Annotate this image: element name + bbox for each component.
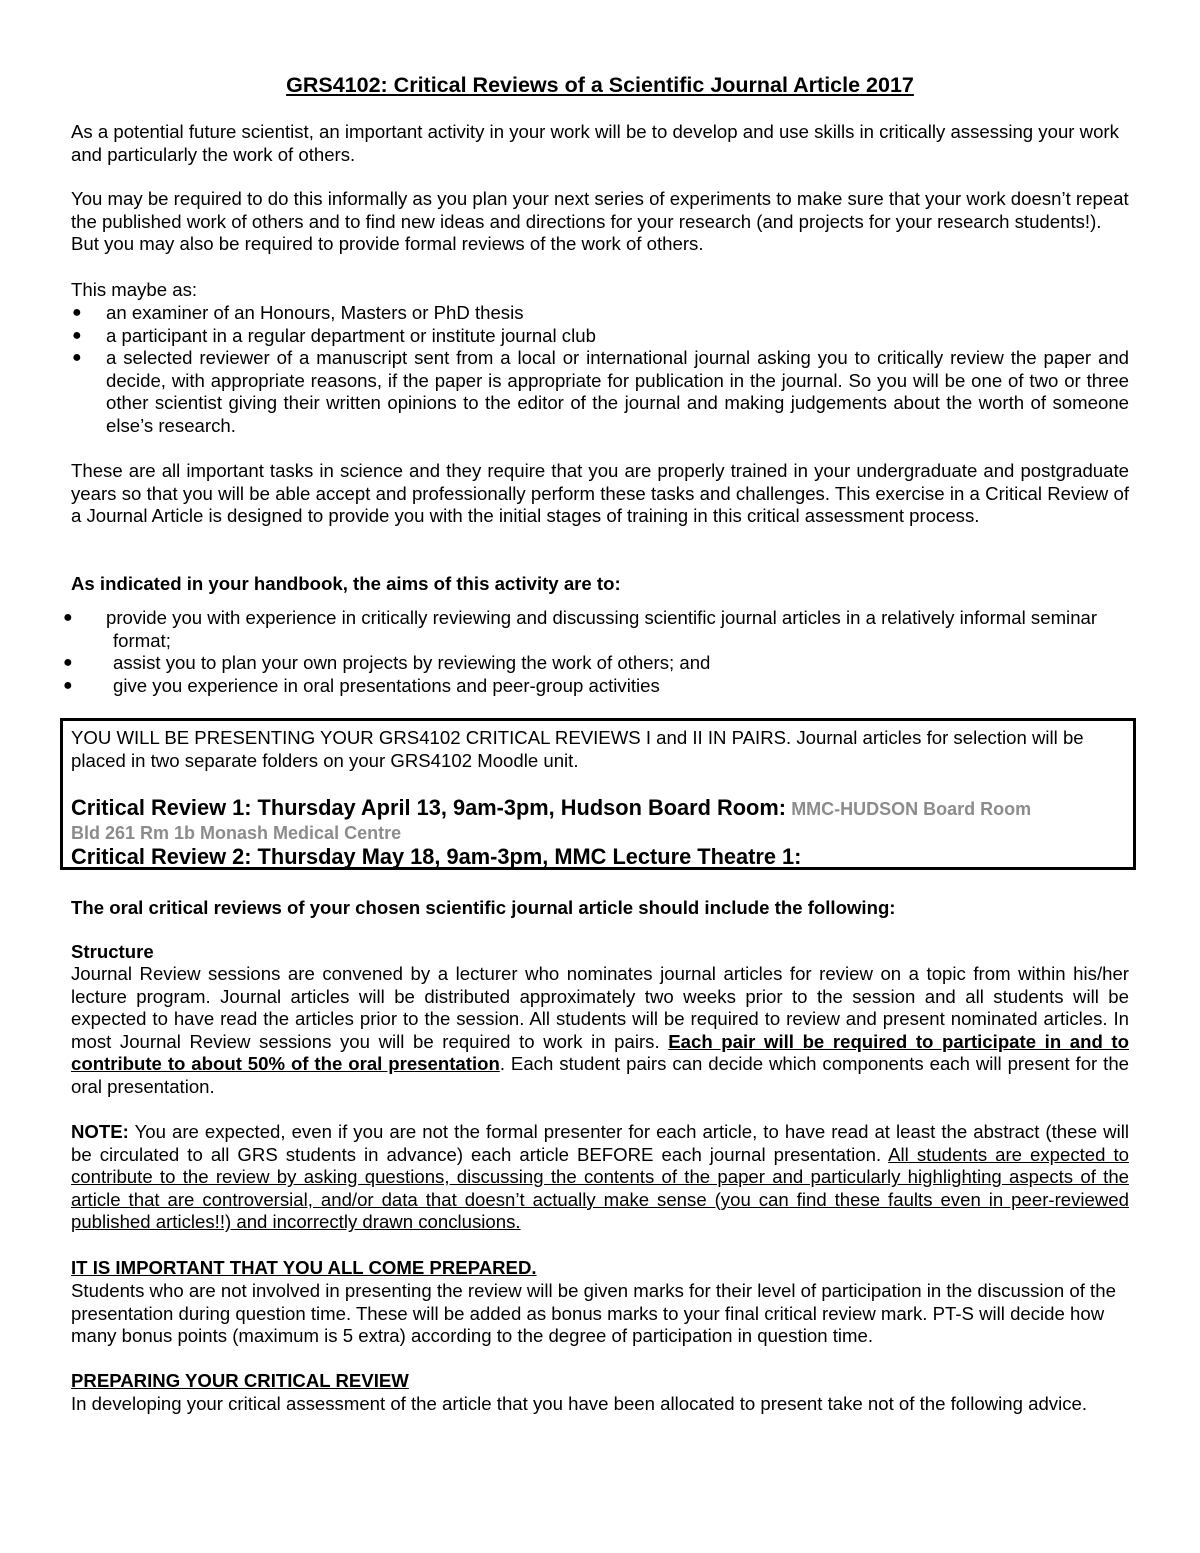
preparing-paragraph: In developing your critical assessment of the article that you have been allocated to present take not of the following advice. bbox=[71, 1393, 1088, 1414]
note-label: NOTE: bbox=[71, 1121, 129, 1142]
list-item: ● assist you to plan your own projects by reviewing the work of others; and bbox=[63, 652, 711, 674]
structure-heading: Structure bbox=[71, 941, 154, 962]
presentation-notice-box bbox=[60, 718, 1136, 870]
intro-paragraph-1: As a potential future scientist, an important activity in your work will be to develop and use skills in critically assessing your work and particularly the work of others. bbox=[71, 121, 1119, 165]
list-item: ● an examiner of an Honours, Masters or PhD thesis bbox=[72, 302, 524, 323]
review-1-line bbox=[71, 795, 1133, 821]
bullet-icon: ● bbox=[63, 676, 73, 694]
tasks-paragraph: These are all important tasks in science and they require that you are properly trained in your undergraduate and postgraduate years so that you will be able accept and professionally perform these tasks and challenges. This exercise in a Critical Review of a Journal Article is designed to provide you with the initial stages of training in this critical assessment process. bbox=[71, 460, 1129, 527]
list-item: ● a selected reviewer of a manuscript sent from a local or international journal asking you to critically review the paper and decide, with appropriate reasons, if the paper is appropriate for publication in the journal. So you will be one of two or three other scientist giving their written opinions to the editor of the journal and making judgements about the worth of someone else’s research. bbox=[72, 347, 1129, 436]
bullet-icon: ● bbox=[72, 326, 82, 344]
list-item: ● a participant in a regular department or institute journal club bbox=[72, 324, 596, 346]
page-title: GRS4102: Critical Reviews of a Scientific Journal Article 2017 bbox=[286, 73, 914, 97]
bullet-icon: ● bbox=[63, 654, 73, 672]
review-2-heading: Critical Review 2: Thursday May 18, 9am-3pm, MMC Lecture Theatre 1: bbox=[71, 844, 802, 869]
intro-paragraph-2: You may be required to do this informally as you plan your next series of experiments to make sure that your work doesn’t repeat the published work of others and to find new ideas and directions for your research (and projects for your research students!). But you may also be required to provide formal reviews of the work of others. bbox=[71, 188, 1129, 255]
bullet-icon: ● bbox=[63, 609, 73, 626]
notice-text: YOU WILL BE PRESENTING YOUR GRS4102 CRITICAL REVIEWS I and II IN PAIRS. Journal articles for selection will be placed in two separate folders on your GRS4102 Moodle unit. bbox=[71, 727, 1084, 771]
oral-reviews-heading: The oral critical reviews of your chosen scientific journal article should include the following: bbox=[71, 897, 896, 918]
aims-heading: As indicated in your handbook, the aims of this activity are to: bbox=[71, 573, 621, 594]
review-1-location: MMC-HUDSON Board Room bbox=[791, 799, 1032, 819]
preparing-heading: PREPARING YOUR CRITICAL REVIEW bbox=[71, 1370, 409, 1391]
important-heading: IT IS IMPORTANT THAT YOU ALL COME PREPARED. bbox=[71, 1257, 537, 1278]
note-underlined: All students are expected to contribute to the review by asking questions, discussing the contents of the paper and particularly highlighting aspects of the article that are controversial, and/or data that doesn’t actually make sense (you can find these faults even in peer-reviewed published articles!!) and incorrectly drawn conclusions. bbox=[71, 1143, 1130, 1233]
note-paragraph: NOTE: You are expected, even if you are not the formal presenter for each article, to have read at least the abstract (these will be circulated to all GRS students in advance) each article BEFORE each journal presentation. All students are expected to contribute to the review by asking questions, discussing the contents of the paper and particularly highlighting aspects of the article that are controversial, and/or data that doesn’t actually make sense (you can find these faults even in peer-reviewed published articles!!) and incorrectly drawn conclusions. bbox=[71, 1121, 1130, 1233]
list-item: ● give you experience in oral presentations and peer-group activities bbox=[63, 674, 660, 696]
bullet-icon: ● bbox=[72, 304, 82, 321]
important-paragraph: Students who are not involved in presenting the review will be given marks for their level of participation in the discussion of the presentation during question time. These will be added as bonus marks to your final critical review mark. PT-S will decide how many bonus points (maximum is 5 extra) according to the degree of participation in question time. bbox=[71, 1280, 1116, 1347]
roles-list bbox=[71, 302, 1129, 438]
review-1-heading: Critical Review 1: Thursday April 13, 9am-3pm, Hudson Board Room: bbox=[71, 795, 787, 820]
structure-paragraph: Journal Review sessions are convened by a lecturer who nominates journal articles for review on a topic from within his/her lecture program. Journal articles will be distributed approximately two weeks prior to the session and all students will be expected to have read the articles prior to the session. All students will be required to review and present nominated articles. In most Journal Review sessions you will be required to work in pairs. Each pair will be required to participate in and to contribute to about 50% of the oral presentation. Each student pairs can decide which components each will present for the oral presentation. bbox=[71, 963, 1129, 1097]
maybe-as-label: This maybe as: bbox=[71, 279, 198, 300]
pair-requirement: Each pair will be required to participate in and to contribute to about 50% of the oral presentation bbox=[71, 1030, 1129, 1075]
review-1-location-detail: Bld 261 Rm 1b Monash Medical Centre bbox=[71, 823, 402, 843]
list-item: ● provide you with experience in critically reviewing and discussing scientific journal articles in a relatively informal seminar format; bbox=[63, 607, 1098, 651]
bullet-icon: ● bbox=[72, 349, 82, 367]
aims-list bbox=[62, 607, 1122, 697]
